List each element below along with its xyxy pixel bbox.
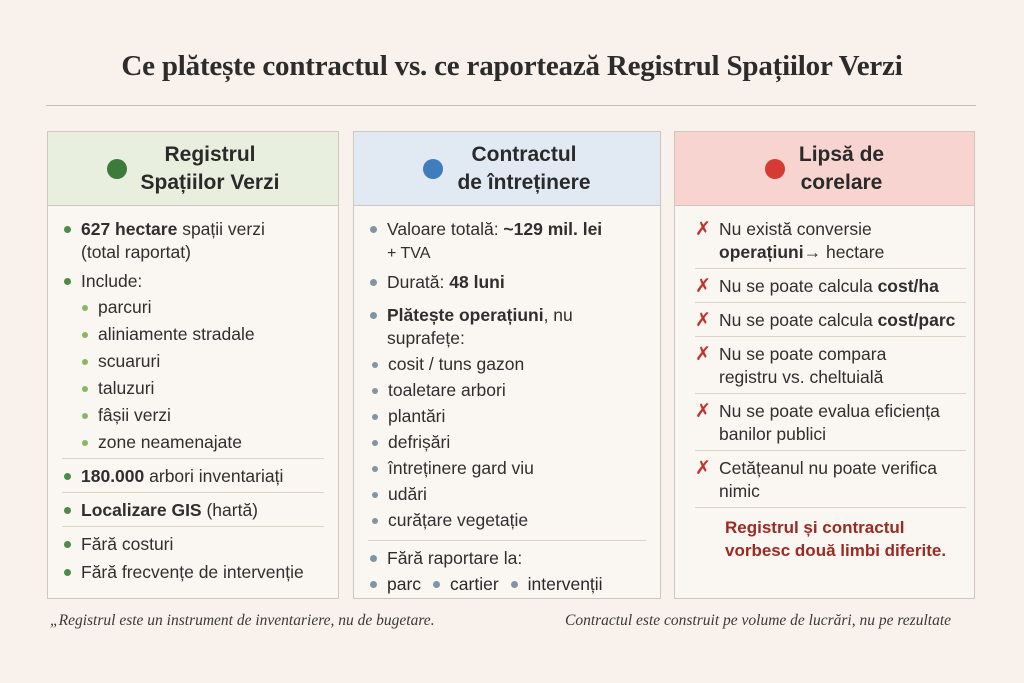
conclusion-text: Registrul și contractul vorbesc două limbi diferite. — [725, 518, 947, 560]
gap-card-title: Lipsă de corelare — [798, 142, 885, 194]
list-item: curățare vegetație — [370, 509, 646, 532]
list-item: cosit / tuns gazon — [370, 353, 646, 376]
bullet-icon — [370, 279, 377, 286]
gap-card — [674, 131, 975, 599]
list-item: zone neamenajate — [80, 431, 324, 454]
bullet-icon — [370, 581, 377, 588]
list-item: ✗ Nu se poate evalua eficiența banilor publici — [695, 401, 940, 444]
bullet-icon — [370, 555, 377, 562]
cross-icon: ✗ — [695, 219, 711, 240]
blue-dot-icon — [423, 159, 443, 179]
bullet-icon — [64, 541, 71, 548]
tag-cartier: cartier — [431, 573, 499, 596]
list-item: plantări — [370, 405, 646, 428]
cross-icon: ✗ — [695, 458, 711, 479]
bullet-icon — [372, 492, 378, 498]
list-item: scuaruri — [80, 350, 324, 373]
page-title: Ce plătește contractul vs. ce raportează Registrul Spațiilor Verzi — [121, 50, 903, 82]
contract-card-title: Contractul de întreținere — [457, 142, 591, 194]
bullet-icon — [82, 413, 88, 419]
list-item: aliniamente stradale — [80, 323, 324, 346]
divider — [695, 302, 966, 303]
divider — [62, 492, 324, 493]
bullet-icon — [64, 278, 71, 285]
list-item: ✗ Cetățeanul nu poate verifica nimic — [695, 458, 937, 501]
registry-card — [47, 131, 339, 599]
bullet-icon — [370, 226, 377, 233]
title-divider — [46, 105, 976, 106]
bullet-icon — [64, 569, 71, 576]
list-item: Localizare GIS (hartă) — [62, 499, 324, 522]
contract-card-body — [354, 206, 660, 596]
include-sublist — [62, 296, 324, 454]
list-item: ✗ Nu se poate compara registru vs. cheltuială — [695, 344, 887, 387]
divider — [368, 540, 646, 541]
divider — [62, 458, 324, 459]
list-item: întreținere gard viu — [370, 457, 646, 480]
registry-card-title: Registrul Spațiilor Verzi — [140, 142, 280, 194]
bullet-icon — [82, 440, 88, 446]
registry-card-header — [48, 132, 338, 206]
bullet-icon — [82, 332, 88, 338]
contract-card-header — [354, 132, 660, 206]
list-item: ✗ Nu se poate calcula cost/parc — [695, 310, 956, 331]
cross-icon: ✗ — [695, 344, 711, 365]
divider — [695, 268, 966, 269]
list-item: taluzuri — [80, 377, 324, 400]
footer-left-quote: „Registrul este un instrument de inventariere, nu de bugetare. — [50, 612, 435, 629]
reporting-tags — [368, 573, 646, 596]
list-item: Durată: 48 luni — [368, 271, 646, 294]
cross-icon: ✗ — [695, 310, 711, 331]
list-item: ✗ Nu există conversie operațiuni→ hectare — [695, 219, 885, 262]
registry-card-body — [48, 206, 338, 584]
bullet-icon — [372, 388, 378, 394]
list-item: Fără costuri — [62, 533, 324, 556]
bullet-icon — [64, 473, 71, 480]
bullet-icon — [372, 362, 378, 368]
list-item: Fără raportare la: — [368, 547, 646, 570]
list-item: udări — [370, 483, 646, 506]
list-item: toaletare arbori — [370, 379, 646, 402]
cross-icon: ✗ — [695, 401, 711, 422]
bullet-icon — [82, 305, 88, 311]
contract-card — [353, 131, 661, 599]
list-item: Valoare totală: ~129 mil. lei + TVA — [368, 218, 646, 265]
divider — [695, 507, 966, 508]
bullet-icon — [372, 466, 378, 472]
list-item: Plătește operațiuni, nu suprafețe: — [368, 304, 646, 350]
divider — [695, 336, 966, 337]
gap-card-body — [675, 206, 974, 562]
list-item: 627 hectare spații verzi (total raportat) — [62, 218, 324, 264]
list-item: Include: — [62, 270, 324, 293]
bullet-icon — [372, 440, 378, 446]
bullet-icon — [82, 386, 88, 392]
list-item: parcuri — [80, 296, 324, 319]
bullet-icon — [372, 518, 378, 524]
divider — [62, 526, 324, 527]
operations-sublist — [368, 353, 646, 532]
divider — [695, 450, 966, 451]
bullet-icon — [511, 581, 518, 588]
tag-interventii: intervenții — [509, 573, 603, 596]
bullet-icon — [64, 226, 71, 233]
list-item: defrișări — [370, 431, 646, 454]
gap-card-header — [675, 132, 974, 206]
list-item: Fără frecvențe de intervenție — [62, 561, 324, 584]
bullet-icon — [370, 312, 377, 319]
footer-right-quote: Contractul este construit pe volume de lucrări, nu pe rezultate — [565, 612, 952, 629]
list-item: 180.000 arbori inventariați — [62, 465, 324, 488]
tag-parc: parc — [368, 573, 421, 596]
list-item: fâșii verzi — [80, 404, 324, 427]
cross-icon: ✗ — [695, 276, 711, 297]
red-dot-icon — [765, 159, 785, 179]
list-item: ✗ Nu se poate calcula cost/ha — [695, 276, 939, 297]
bullet-icon — [82, 359, 88, 365]
green-dot-icon — [107, 159, 127, 179]
bullet-icon — [433, 581, 440, 588]
divider — [695, 393, 966, 394]
bullet-icon — [372, 414, 378, 420]
bullet-icon — [64, 507, 71, 514]
